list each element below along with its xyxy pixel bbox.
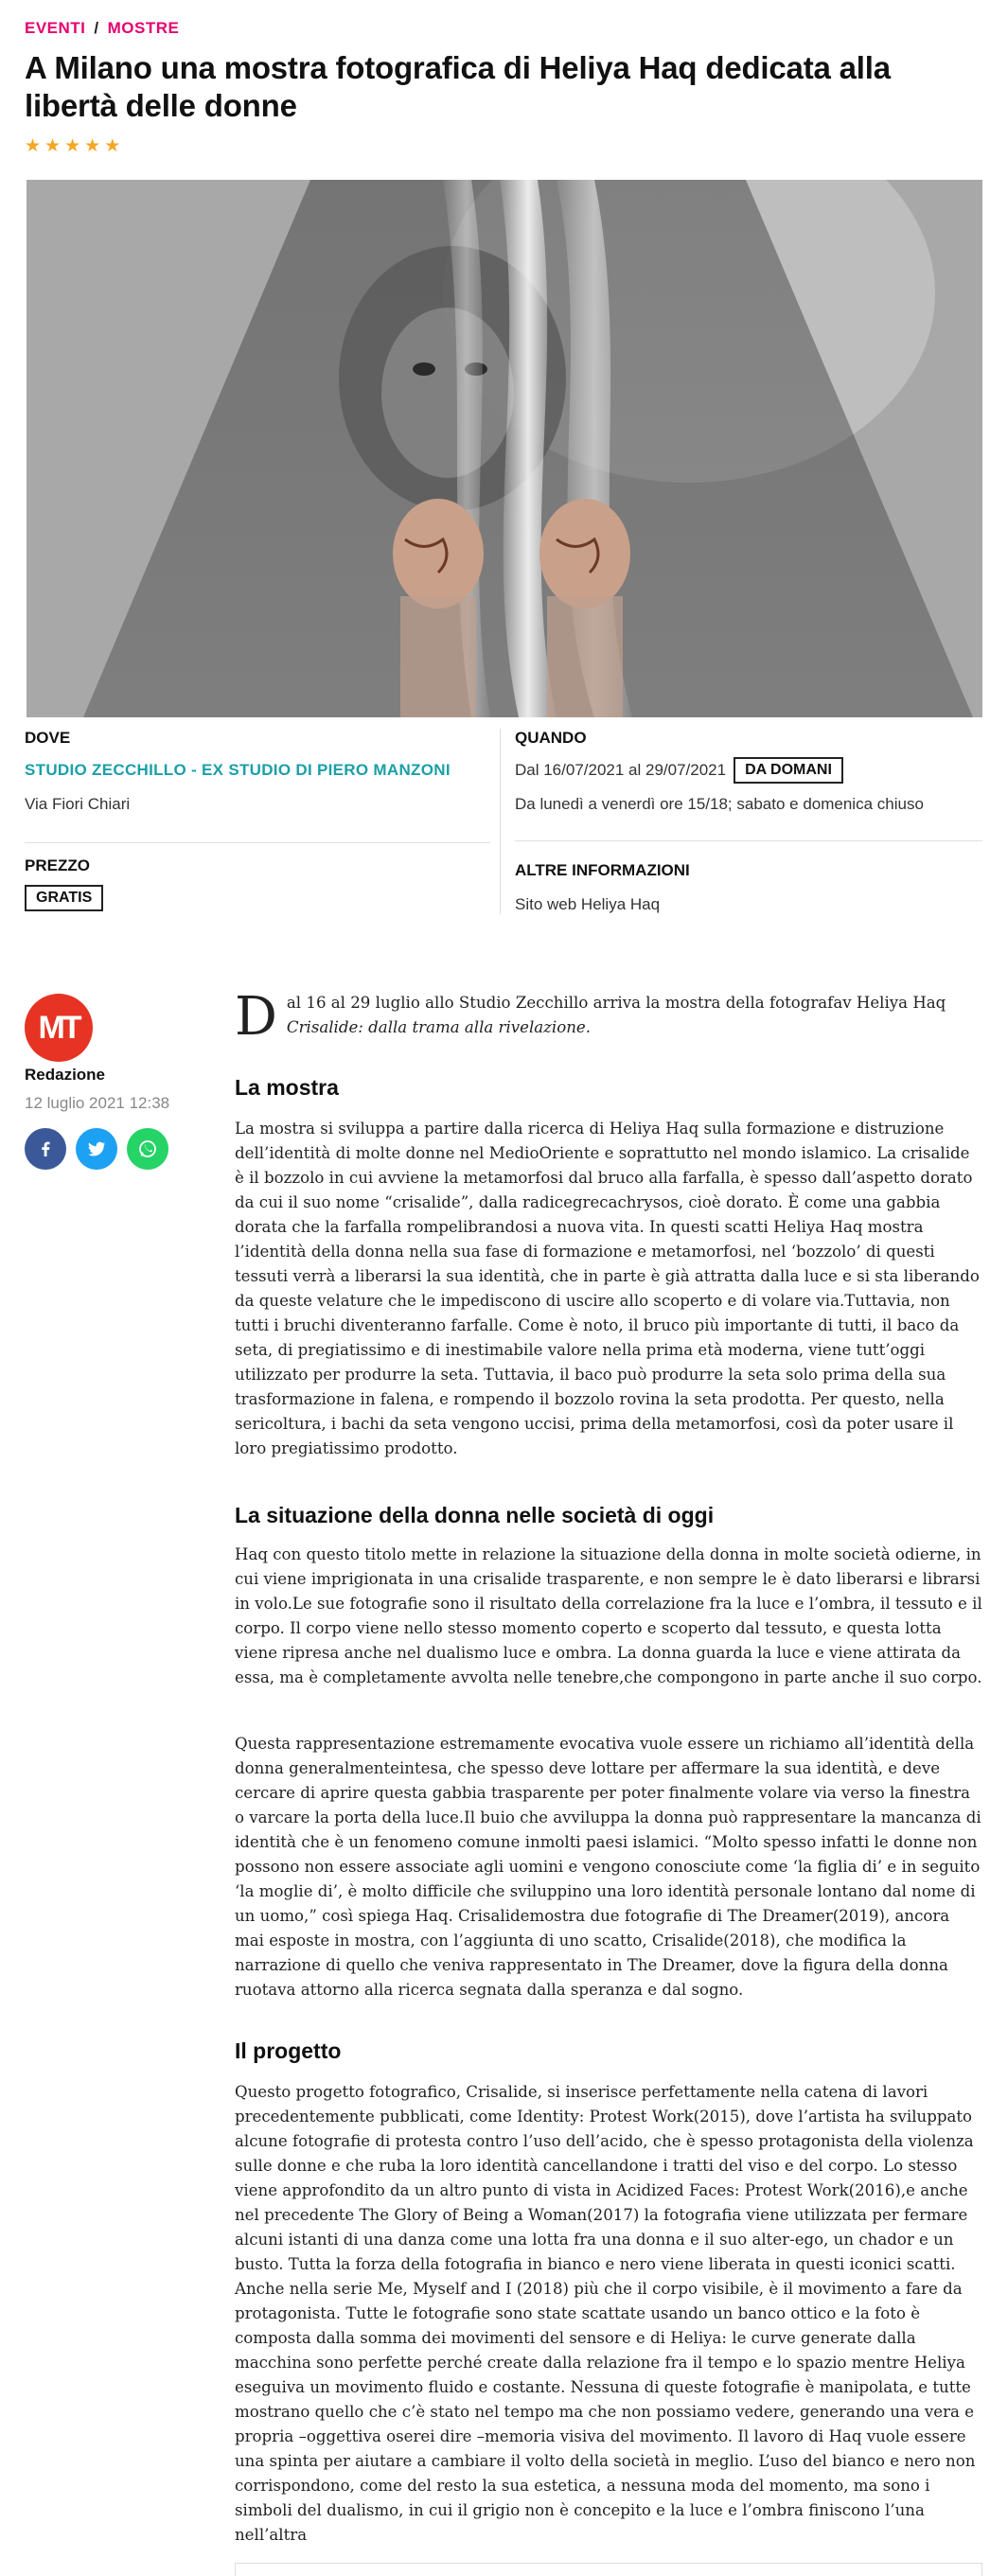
dove-label: DOVE [25,729,71,747]
bottom-panel [235,2563,982,2576]
paragraph-situazione-1: Haq con questo titolo mette in relazione la situazione della donna in molte società odierne, in cui viene imprigionata in una crisalide trasparente, e non sempre le è dato liberarsi e librarsi in volo.Le sue fotografie sono il risultato della correlazione fra la luce e l’ombra, il tessuto e il corpo. Il corpo viene nello stesso momento coperto e scoperto dal tessuto, e questa lotta viene ripresa anche nel dualismo luce e ombra. La donna guarda la luce e viene attirata da essa, ma è completamente avvolta nelle tenebre,che compongono in parte anche il suo corpo. [235,1545,982,1686]
heading-il-progetto: Il progetto [235,2038,342,2063]
info-quando [515,729,982,814]
share-facebook-button[interactable] [25,1128,66,1170]
breadcrumb-separator: / [94,19,99,37]
info-prezzo [25,856,490,911]
event-hours: Da lunedì a venerdì ore 15/18; sabato e domenica chiuso [515,795,924,813]
drop-cap: D [235,986,277,1048]
altre-info-label: ALTRE INFORMAZIONI [515,861,690,879]
venue-link[interactable]: STUDIO ZECCHILLO - EX STUDIO DI PIERO MANZONI [25,761,451,779]
breadcrumb [25,19,179,38]
whatsapp-icon [137,1138,158,1159]
heading-situazione: La situazione della donna nelle società di oggi [235,1503,715,1527]
paragraph-situazione-2: Questa rappresentazione estremamente evocativa vuole essere un richiamo all’identità della donna generalmenteintesa, che spesso deve lottare per affermare la sua identità, e deve cercare di aprire questa gabbia trasparente per poter finalmente volare via verso la finestra o varcare la porta della luce.Il buio che avviluppa la donna può rappresentare la mancanza di identità che è un fenomeno comune inmolti paesi islamici. “Molto spesso infatti le donne non possono non essere associate agli uomini e vengono conosciute come ‘la figlia di’ e in seguito ‘la moglie di’, è molto difficile che sviluppino una loro identità personale lontano dal nome di un uomo,” così spiega Haq. Crisalidemostra due fotografie di The Dreamer(2019), ancora mai esposte in mostra, con l’aggiunta di uno scatto, Crisalide(2018), che modifica la narrazione di quello che veniva rappresentato in The Dreamer, dove la figura della donna ruotava attorno alla ricerca segnata dalla speranza e dal sogno. [235,1735,981,1999]
logo-text: MT [38,1009,80,1046]
divider [25,842,490,843]
page-title: A Milano una mostra fotografica di Heliya Haq dedicata alla libertà delle donne [25,50,891,123]
star-rating[interactable] [25,137,120,156]
lead-italic: Crisalide: dalla trama alla rivelazione. [286,1018,591,1036]
hero-photo [27,180,982,717]
paragraph-progetto: Questo progetto fotografico, Crisalide, si inserisce perfettamente nella catena di lavori precedentemente pubblicati, come Identity: Protest Work(2015), dove l’artista ha sviluppato alcune fotografie di protesta contro l’uso dell’acido, che è spesso protagonista della violenza sulle donne e che ruba la loro identità cancellandone i tratti del viso e del corpo. Lo stesso viene approfondito da un altro punto di vista in Acidized Faces: Protest Work(2016),e anche nel precedente The Glory of Being a Woman(2017) la fotografia viene utilizzata per fermare alcuni istanti di una danza come una lotta fra una donna e il suo alter-ego, un chador e un busto. Tutta la forza della fotografia in bianco e nero viene liberata in questi iconici scatti. Anche nella serie Me, Myself and I (2018) più che il corpo visibile, è il movimento a fare da protagonista. Tutte le fotografie sono state scattate usando un banco ottico e la foto è composta dalla somma dei movimenti del sensore e di Heliya: le curve generate dalla macchina sono perfette perché create dalla relazione fra il tempo e lo spazio mentre Heliya eseguiva un movimento fluido e costante. Nessuna di queste fotografie è manipolata, e tutte mostrano quello che c’è stato nel tempo ma che non possiamo vedere, generando una vera e propria –oggettiva oserei dire –memoria visiva del movimento. Il lavoro di Haq vuole essere una spinta per aiutare a cambiare il volto della società in meglio. L’uso del bianco e nero non corrispondono, come del resto la sua estetica, a nessuna moda del momento, ma sono i simboli del dualismo, in cui il grigio non è concepito e la luce e l’ombra finiscono l’una nell’altra [235,2083,976,2544]
twitter-icon [86,1139,107,1158]
article-lead [235,986,982,1048]
info-altre [515,861,982,914]
website-link[interactable]: Sito web Heliya Haq [515,895,661,913]
author-name[interactable]: Redazione [25,1066,106,1084]
share-twitter-button[interactable] [76,1128,117,1170]
quando-label: QUANDO [515,729,587,747]
venue-address: Via Fiori Chiari [25,795,131,813]
veiled-woman-illustration [27,180,982,717]
from-badge: DA DOMANI [734,757,843,784]
share-whatsapp-button[interactable] [127,1128,168,1170]
info-divider [500,729,501,914]
breadcrumb-mostre-link[interactable]: MOSTRE [107,19,180,37]
star-icon[interactable]: ★ [64,136,81,156]
divider [515,840,982,841]
prezzo-label: PREZZO [25,856,90,874]
price-badge: GRATIS [25,885,103,911]
breadcrumb-eventi-link[interactable]: EVENTI [25,19,86,37]
star-icon[interactable]: ★ [25,136,42,156]
heading-la-mostra: La mostra [235,1075,339,1100]
info-dove [25,729,490,814]
paragraph-mostra: La mostra si sviluppa a partire dalla ricerca di Heliya Haq sulla formazione e distruzione dell’identità di molte donne nel MedioOriente e soprattutto nel mondo islamico. La crisalide è il bozzolo in cui avviene la metamorfosi dal bruco alla farfalla, è spesso dall’aspetto dorato da cui il suo nome “crisalide”, dalla radicegrecachrysos, cioè dorato. È come una gabbia dorata che la farfalla rompelibrandosi a nuova vita. In questi scatti Heliya Haq mostra l’identità della donna nella sua fase di formazione e metamorfosi, nel ‘bozzolo’ di questi tessuti verrà a liberarsi la sua identità, che in parte è già attratta dalla luce e si sta liberando da queste velature che le impediscono di uscire allo scoperto e di volare via.Tuttavia, non tutti i bruchi diventeranno farfalle. Come è noto, il bruco più importante di tutti, il baco da seta, di pregiatissimo e di inestimabile valore nella prima età moderna, viene tutt’oggi utilizzato per produrre la seta. Tuttavia, il baco può produrre la seta solo prima della sua trasformazione in falena, e rompendo il bozzolo rovina la seta prodotta. Per questo, nella sericoltura, i bachi da seta vengono uccisi, prima della metamorfosi, così da poter usare il loro pregiatissimo prodotto. [235,1120,980,1457]
star-icon[interactable]: ★ [44,136,62,156]
event-dates: Dal 16/07/2021 al 29/07/2021 [515,761,727,779]
star-icon[interactable]: ★ [84,136,101,156]
facebook-icon [36,1139,55,1158]
star-icon[interactable]: ★ [104,136,121,156]
lead-text: al 16 al 29 luglio allo Studio Zecchillo arriva la mostra della fotografav Heliya Haq [286,994,946,1012]
publish-date: 12 luglio 2021 12:38 [25,1094,170,1112]
author-logo[interactable] [25,994,93,1062]
